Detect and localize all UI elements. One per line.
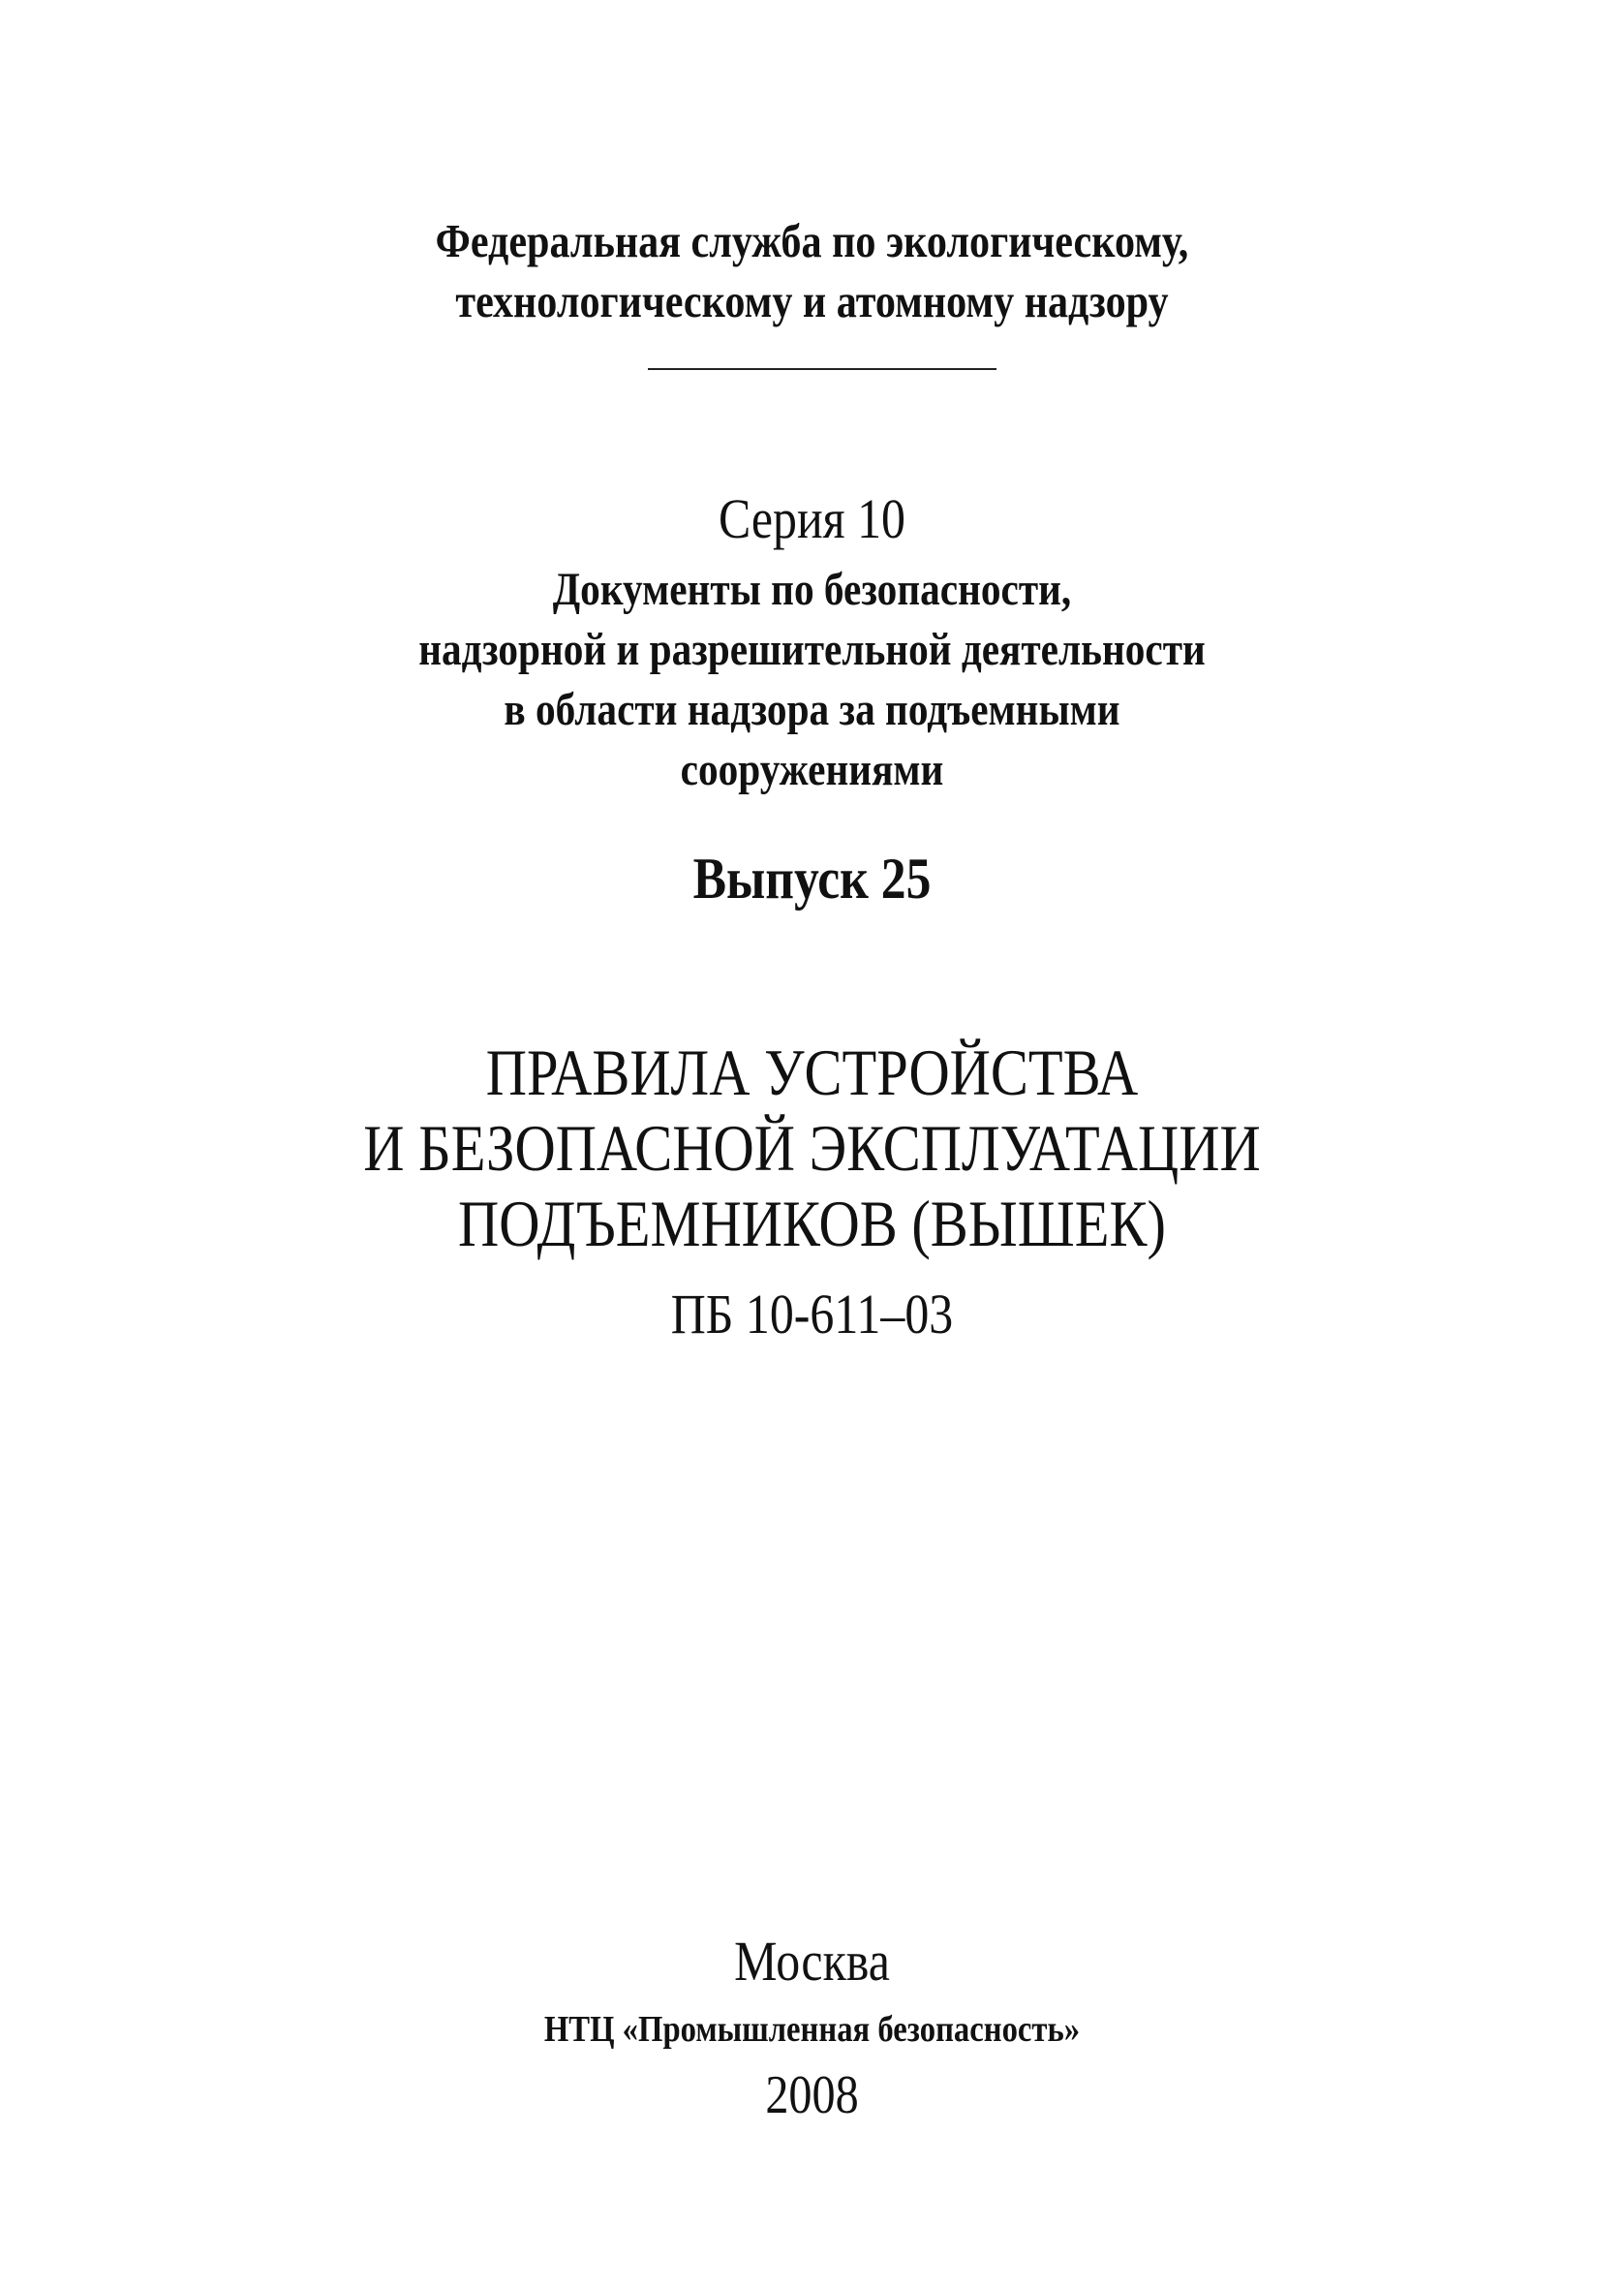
year-text: 2008 [765, 2065, 859, 2125]
series-description-line-1: Документы по безопасности, [552, 564, 1072, 615]
header-divider [648, 368, 996, 370]
series-description-line-4: сооружениями [680, 744, 944, 795]
document-title-line-3: ПОДЪЕМНИКОВ (ВЫШЕК) [458, 1187, 1167, 1260]
series-description-line-3: в области надзора за подъемными [504, 684, 1120, 735]
document-title-line-1: ПРАВИЛА УСТРОЙСТВА [485, 1036, 1139, 1109]
agency-name [0, 211, 1624, 331]
document-code-text: ПБ 10-611–03 [670, 1283, 954, 1346]
issue-number: Выпуск 25 [692, 847, 932, 911]
series-description [0, 560, 1624, 800]
imprint-year [0, 2061, 1624, 2129]
series-description-line-2: надзорной и разрешительной деятельности [418, 624, 1206, 675]
publisher-text: НТЦ «Промышленная безопасность» [543, 2009, 1081, 2050]
imprint-city [0, 1928, 1624, 1995]
city-text: Москва [734, 1930, 890, 1993]
agency-line-2: технологическому и атомному надзору [455, 274, 1169, 327]
issue-label [0, 843, 1624, 914]
series-number: Серия 10 [719, 487, 905, 550]
series-title [0, 484, 1624, 554]
document-title-line-2: И БЕЗОПАСНОЙ ЭКСПЛУАТАЦИИ [363, 1111, 1261, 1185]
agency-line-1: Федеральная служба по экологическому, [435, 214, 1189, 267]
document-title [0, 1035, 1624, 1261]
document-code [0, 1281, 1624, 1348]
imprint-publisher [0, 2005, 1624, 2054]
